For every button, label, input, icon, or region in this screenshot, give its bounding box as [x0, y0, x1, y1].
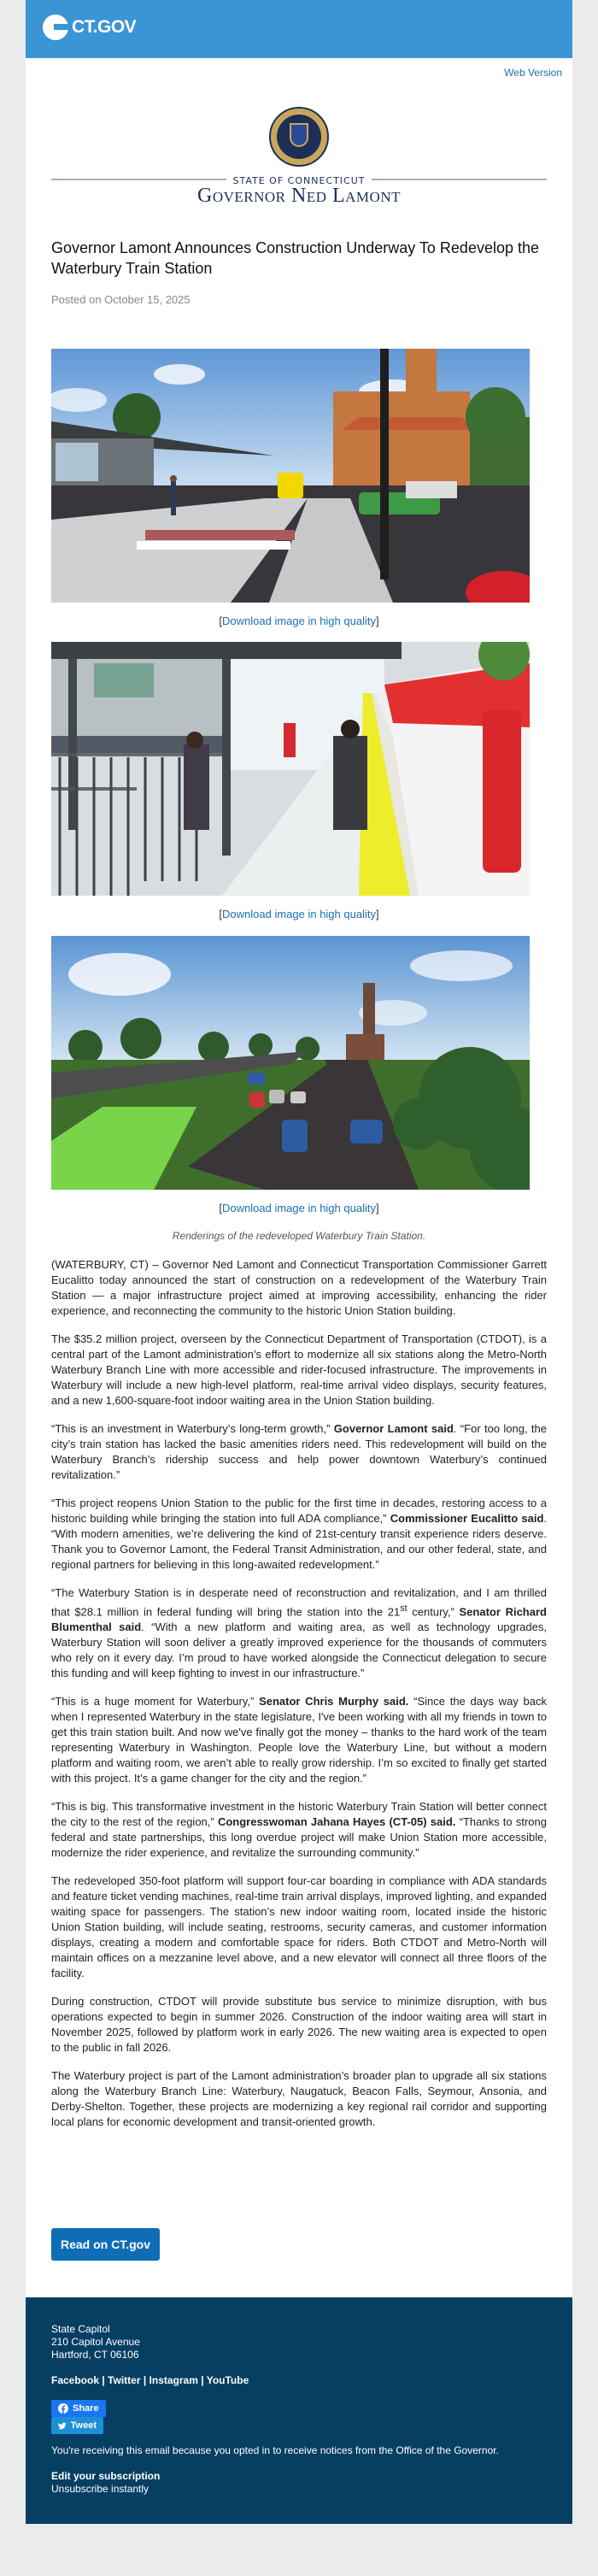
- governor-seal-icon: [269, 107, 329, 167]
- address: State Capitol 210 Capitol Avenue Hartford, CT 06106: [51, 2323, 140, 2361]
- tweet-button[interactable]: Tweet: [51, 2417, 103, 2434]
- ctgov-logo[interactable]: [43, 15, 136, 40]
- article-paragraph: [51, 1332, 547, 1409]
- read-on-ctgov-button[interactable]: Read on CT.gov: [51, 2228, 160, 2261]
- article-paragraph: [51, 1585, 547, 1681]
- logo-text: CT.GOV: [72, 17, 137, 37]
- youtube-link[interactable]: YouTube: [206, 2374, 249, 2386]
- edit-subscription-link[interactable]: Edit your subscription: [51, 2470, 161, 2482]
- state-label: STATE OF CONNECTICUT: [226, 175, 371, 186]
- article-paragraph: [51, 1873, 547, 1981]
- article-paragraph: [51, 2068, 547, 2130]
- ctgov-header: [26, 0, 572, 58]
- paragraph-text: During construction, CTDOT will provide substitute bus service to minimize disruption, with bus operations expected to begin in summer 2026. Construction of the indoor waiting area will start in November 2025, followed by platform work in early 2026. The new waiting area is expected to open to the public in fall 2026.: [51, 1995, 547, 2055]
- paragraph-text: “This project reopens Union Station to the public for the first time in decades, restoring access to a historic building while bringing the station into full ADA compliance,”: [51, 1497, 547, 1525]
- image-caption: Renderings of the redeveloped Waterbury Train Station.: [172, 1230, 426, 1242]
- paragraph-text: . “For too long, the city’s train station has lacked the basic amenities riders need. This redevelopment will build on the Waterbury Branch’s ridership success and help power downtown Waterbury’s continued revitalization.”: [51, 1422, 547, 1481]
- email-container: [26, 0, 572, 2524]
- paragraph-text: “Thanks to strong federal and state partnerships, this long overdue project will make Union Station more accessible, modernize the rider experience, and revitalize the surrounding community.”: [51, 1815, 547, 1860]
- paragraph-text: “This is big. This transformative investment in the historic Waterbury Train Station will better connect the city to the rest of the region,”: [51, 1800, 547, 1829]
- instagram-link[interactable]: Instagram: [149, 2374, 198, 2386]
- article-paragraph: [51, 1496, 547, 1573]
- download-image-link[interactable]: Download image in high quality: [222, 908, 376, 920]
- posted-date: Posted on October 15, 2025: [51, 293, 191, 306]
- paragraph-text: “The Waterbury Station is in desperate need of reconstruction and revitalization, and I am thrilled that $28.1 million in federal funding will bring the station into the 21: [51, 1586, 547, 1619]
- paragraph-text: . “With a new platform and waiting area, as well as technology upgrades, Waterbury Station will soon deliver a greatly improved experience for the thousands of commuters who rely on it every day. I’m proud to have worked alongside the Connecticut delegation to secure this funding and will keep fighting to invest in our infrastructure.”: [51, 1620, 547, 1680]
- speaker-attribution: Senator Chris Murphy said.: [259, 1695, 409, 1709]
- speaker-attribution: Senator Richard Blumenthal said: [51, 1605, 547, 1634]
- download-link-row: [Download image in high quality]: [219, 615, 379, 627]
- facebook-link[interactable]: Facebook: [51, 2374, 100, 2386]
- rendering-image-parking-aerial: [51, 936, 530, 1190]
- social-links: Facebook | Twitter | Instagram | YouTube: [51, 2374, 249, 2386]
- web-version-link[interactable]: Web Version: [504, 67, 562, 79]
- ctgov-logo-icon: [43, 15, 68, 40]
- paragraph-text: st: [400, 1603, 407, 1614]
- paragraph-text: (WATERBURY, CT) – Governor Ned Lamont and Connecticut Transportation Commissioner Garrett Eucalitto today announced the start of construction on a redevelopment of the Waterbury Train Station — a major infrastructure project aimed at improving accessibility, enhancing the rider experience, and reconnecting the community to the historic Union Station building.: [51, 1258, 547, 1317]
- download-image-link[interactable]: Download image in high quality: [222, 1202, 376, 1214]
- footer: [26, 2297, 572, 2524]
- paragraph-text: “This is an investment in Waterbury’s long-term growth,”: [51, 1422, 334, 1435]
- paragraph-text: “Since the days way back when I represented Waterbury in the state legislature, I've been working with all my friends in town to get this train station built. And now we've finally got the money – thanks to the hard work of the team representing Waterbury in Washington. People love the Waterbury Line, but without a modern platform and waiting room, we aren’t able to really grow ridership. I’m so excited to finally get started with this project. It’s a game changer for the city and the region.”: [51, 1695, 547, 1785]
- paragraph-text: The $35.2 million project, overseen by the Connecticut Department of Transportation (CTDOT), is a central part of the Lamont administration’s effort to modernize all six stations along the Metro-North Waterbury Branch Line with more accessible and rider-focused infrastructure. The improvements in Waterbury will include a new high-level platform, real-time arrival video displays, security features, and a new 1,600-square-foot indoor waiting area in the Union Station building.: [51, 1332, 547, 1407]
- download-link-row: [Download image in high quality]: [219, 908, 379, 920]
- subscription-notice: You're receiving this email because you opted in to receive notices from the Office of the Governor.: [51, 2444, 499, 2456]
- twitter-link[interactable]: Twitter: [108, 2374, 141, 2386]
- rendering-image-platform: [51, 642, 530, 896]
- governor-name: Governor Ned Lamont: [197, 185, 401, 207]
- twitter-bird-icon: [58, 2421, 67, 2431]
- download-link-row: [Download image in high quality]: [219, 1202, 379, 1214]
- article-paragraph: [51, 1799, 547, 1861]
- article-paragraph: [51, 1994, 547, 2056]
- unsubscribe-link[interactable]: Unsubscribe instantly: [51, 2483, 150, 2495]
- article-paragraph: [51, 1421, 547, 1483]
- article-body: [51, 1257, 547, 2143]
- speaker-attribution: Congresswoman Jahana Hayes (CT-05) said.: [217, 1815, 456, 1829]
- paragraph-text: “This is a huge moment for Waterbury,”: [51, 1695, 260, 1709]
- facebook-share-button[interactable]: Share: [51, 2400, 106, 2417]
- facebook-icon: [58, 2403, 68, 2414]
- speaker-attribution: Commissioner Eucalitto said: [390, 1512, 544, 1525]
- article-paragraph: [51, 1694, 547, 1786]
- article-title: Governor Lamont Announces Construction Underway To Redevelop the Waterbury Train Station: [51, 239, 540, 277]
- paragraph-text: The Waterbury project is part of the Lamont administration’s broader plan to upgrade all six stations along the Waterbury Branch Line: Waterbury, Naugatuck, Beacon Falls, Seymour, Ansonia, and Derby-Shelton. Together, these projects are modernizing a key regional rail corridor and supporting local plans for economic development and transit-oriented growth.: [51, 2069, 547, 2129]
- paragraph-text: century,”: [407, 1605, 460, 1619]
- rendering-image-station-entrance: [51, 349, 530, 603]
- article-paragraph: [51, 1257, 547, 1319]
- paragraph-text: The redeveloped 350-foot platform will support four-car boarding in compliance with ADA standards and feature ticket vending machines, real-time train arrival displays, improved lighting, and expanded waiting space for passengers. The station’s new indoor waiting room, located inside the historic Union Station building, will include seating, restrooms, security cameras, and customer information displays, creating a modern and comfortable space for riders. Both CTDOT and Metro-North will maintain offices on a mezzanine level above, and a new elevator will connect all three floors of the facility.: [51, 1874, 547, 1980]
- download-image-link[interactable]: Download image in high quality: [222, 615, 376, 627]
- speaker-attribution: Governor Lamont said: [333, 1422, 454, 1435]
- paragraph-text: . “With modern amenities, we’re delivering the kind of 21st-century transit experience riders deserve. Thank you to Governor Lamont, the Federal Transit Administration, and our other federal, state, and regional partners for believing in this long-awaited redevelopment.”: [51, 1512, 548, 1571]
